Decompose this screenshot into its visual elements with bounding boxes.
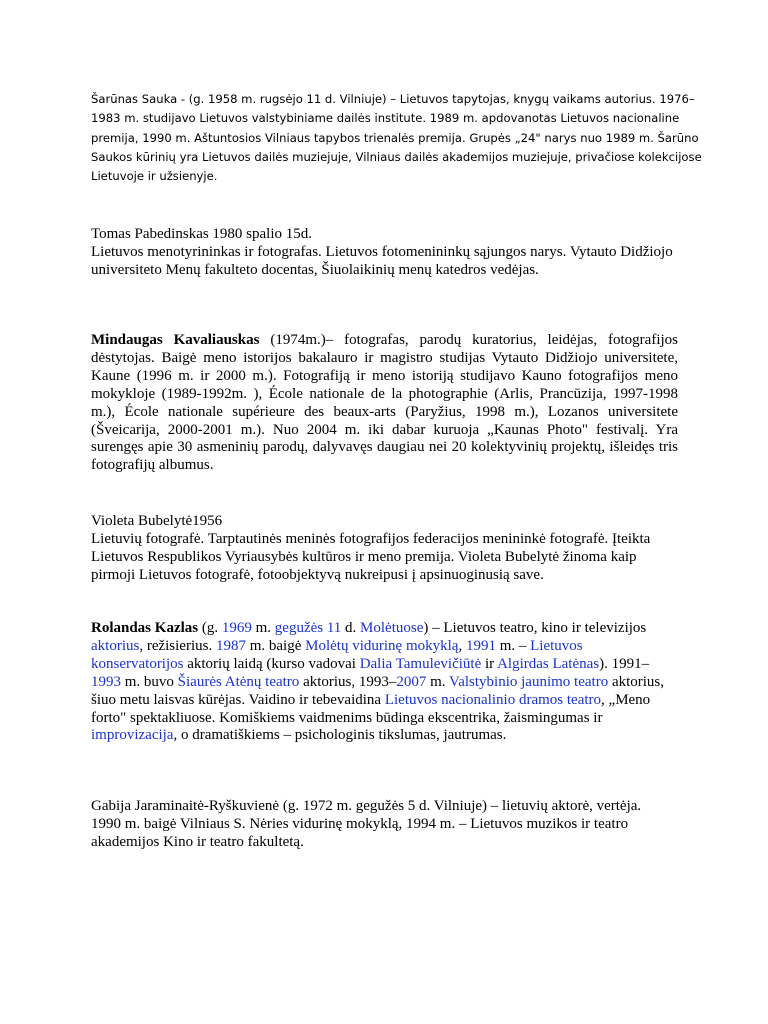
text-line: 1983 m. studijavo Lietuvos valstybiniame dailės institute. 1989 m. apdovanotas Lietuvos nacionaline (91, 111, 680, 126)
text-line: Lietuvos menotyrininkas ir fotografas. Lietuvos fotomenininkų sąjungos narys. Vytauto Didžiojo (91, 243, 673, 260)
paragraph-sarunas-sauka (91, 90, 702, 186)
person-name: Rolandas Kazlas (91, 620, 199, 636)
link-2007[interactable]: 2007 (396, 673, 427, 690)
text-line (91, 692, 678, 710)
text-run: m. – (495, 637, 531, 654)
link-moletuose[interactable]: Molėtuose (360, 620, 424, 636)
text-run: aktorius, (608, 673, 665, 690)
text-line: premija, 1990 m. Aštuntosios Vilniaus tapybos trienalės premija. Grupės „24" narys nuo 1989 m. Šarūno (91, 130, 699, 145)
text-run: m. baigė (245, 637, 306, 654)
text-run: ). 1991– (599, 655, 650, 672)
link-1991[interactable]: 1991 (465, 637, 496, 654)
text-run: , (458, 637, 466, 654)
text-line: Šarūnas Sauka - (g. 1958 m. rugsėjo 11 d. Vilniuje) – Lietuvos tapytojas, knygų vaikams autorius. 1976– (91, 92, 695, 106)
text-line: Lietuvos Respublikos Vyriausybės kultūros ir meno premija. Violeta Bubelytė žinoma kaip (91, 548, 637, 565)
text-line (91, 332, 678, 350)
text-line: Gabija Jaraminaitė-Ryškuvienė (g. 1972 m. gegužės 5 d. Vilniuje) – lietuvių aktorė, vertėja. (91, 798, 642, 814)
text-run: m. (251, 620, 275, 636)
person-name: Mindaugas Kavaliauskas (91, 332, 260, 348)
text-line: surengęs apie 30 asmeninių parodų, dalyvavęs daugiau nei 20 kolektyvinių projektų, išleidęs tris (91, 439, 678, 456)
text-line: Kaune (1996 m. ir 2000 m.). Fotografiją ir meno istoriją studijavo Kauno fotografijos meno (91, 367, 678, 384)
text-line (91, 674, 678, 692)
text-line (91, 727, 678, 745)
text-run: (1974m.)– fotografas, parodų kuratorius, leidėjas, fotografijos (259, 332, 678, 348)
paragraph-violeta-bubelyte (91, 513, 678, 585)
text-run: , režisierius. (139, 637, 216, 654)
text-line: Violeta Bubelytė1956 (91, 513, 223, 529)
text-run: ) – Lietuvos teatro, kino ir televizijos (423, 620, 647, 636)
text-run: , o dramatiškiems – psichologinis tikslumas, jautrumas. (173, 727, 507, 744)
paragraph-tomas-pabedinskas (91, 226, 678, 280)
text-line: mokykloje (1989-1992m. ), École nationale de la photographie (Arlis, Prancūzija, 1997-1998 (91, 385, 678, 402)
link-1987[interactable]: 1987 (215, 637, 246, 654)
text-run: ir (481, 655, 498, 672)
link-geguzes-11[interactable]: gegužės 11 (274, 620, 342, 636)
text-line (91, 620, 678, 638)
text-run: , „Meno (601, 691, 651, 708)
link-1993[interactable]: 1993 (91, 673, 121, 690)
link-valstybinio-jaunimo-teatro[interactable]: Valstybinio jaunimo teatro (449, 673, 609, 690)
link-aktorius[interactable]: aktorius (91, 637, 140, 654)
text-line: fotografijų albumus. (91, 457, 214, 474)
text-line: pirmoji Lietuvos fotografė, fotoobjektyvą nukreipusi į apsinuoginusią save. (91, 566, 544, 583)
text-run: šiuo metu laisvas kūrėjas. Vaidino ir tebevaidina (91, 691, 385, 708)
text-run: (g. (198, 620, 222, 636)
paragraph-rolandas-kazlas (91, 620, 678, 745)
link-improvizacija[interactable]: improvizacija (91, 727, 174, 744)
text-line: forto" spektakliuose. Komiškiems vaidmenims būdinga ekscentrika, žaismingumas ir (91, 709, 603, 726)
link-1969[interactable]: 1969 (221, 620, 252, 636)
text-line: (Šveicarija, 2000-2001 m.). Nuo 2004 m. iki dabar kuruoja „Kaunas Photo" festivalį. Yra (91, 421, 678, 438)
text-line (91, 638, 678, 656)
text-run: d. (341, 620, 361, 636)
text-run: aktorių laidą (kurso vadovai (183, 655, 360, 672)
link-konservatorijos[interactable]: konservatorijos (91, 655, 184, 672)
text-line: dėstytojas. Baigė meno istorijos bakalauro ir magistro studijas Vytauto Didžiojo universitete, (91, 349, 678, 366)
text-line (91, 656, 678, 674)
text-line: Lietuvoje ir užsienyje. (91, 169, 218, 184)
text-line: akademijos Kino ir teatro fakultetą. (91, 833, 304, 850)
text-line: m.), École nationale supérieure des beaux-arts (Paryžius, 1998 m.), Lozanos universitete (91, 403, 678, 420)
link-moletu-mokykla[interactable]: Molėtų vidurinę mokyklą (305, 637, 459, 654)
link-siaures-atenu-teatro[interactable]: Šiaurės Atėnų teatro (177, 673, 300, 690)
paragraph-gabija-jaraminaite (91, 798, 678, 852)
link-lietuvos[interactable]: Lietuvos (530, 637, 583, 654)
text-line: universiteto Menų fakulteto docentas, Šiuolaikinių menų katedros vedėjas. (91, 261, 539, 278)
link-algirdas-latenas[interactable]: Algirdas Latėnas (497, 655, 600, 672)
text-run: m. (426, 673, 450, 690)
text-line: Lietuvių fotografė. Tarptautinės meninės fotografijos federacijos menininkė fotografė. Įteikta (91, 530, 651, 547)
text-line: 1990 m. baigė Vilniaus S. Nėries vidurinę mokyklą, 1994 m. – Lietuvos muzikos ir teatro (91, 815, 629, 832)
text-run: m. buvo (121, 673, 178, 690)
text-line: Saukos kūrinių yra Lietuvos dailės muziejuje, Vilniaus dailės akademijos muziejuje, privačiose kolekcijose (91, 149, 702, 164)
paragraph-mindaugas-kavaliauskas (91, 332, 678, 475)
link-dalia-tamuleviciute[interactable]: Dalia Tamulevičiūtė (359, 655, 482, 672)
text-run: aktorius, 1993– (299, 673, 397, 690)
text-line: Tomas Pabedinskas 1980 spalio 15d. (91, 226, 313, 242)
link-nacionalinio-dramos-teatro[interactable]: Lietuvos nacionalinio dramos teatro (384, 691, 602, 708)
